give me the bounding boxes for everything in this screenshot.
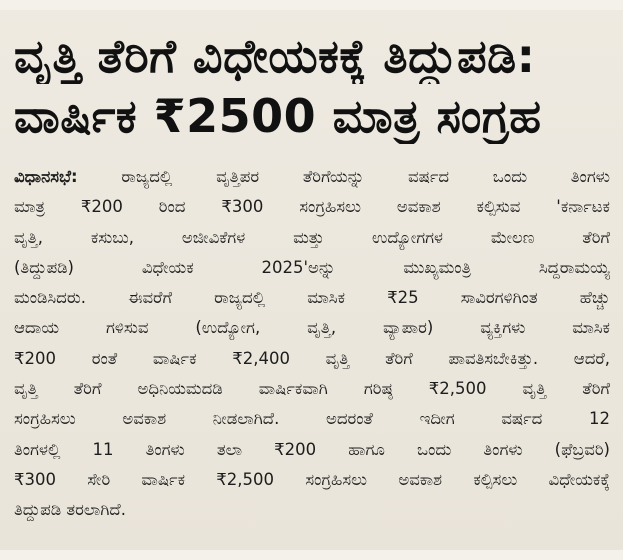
- article-body: [14, 162, 610, 526]
- article-line-11: ₹300 ಸೇರಿ ವಾರ್ಷಿಕ ₹2,500 ಸಂಗ್ರಹಿಸಲು ಅವಕಾಶ ಕಲ್ಪಿಸಲು ವಿಧೇಯಕಕ್ಕೆ: [14, 469, 610, 489]
- article-line-8: ವೃತ್ತಿ ತೆರಿಗೆ ಅಧಿನಿಯಮದಡಿ ವಾರ್ಷಿಕವಾಗಿ ಗರಿಷ್ಠ ₹2,500 ವೃತ್ತಿ ತೆರಿಗೆ: [14, 379, 610, 399]
- article-line-10: ತಿಂಗಳಲ್ಲಿ 11 ತಿಂಗಳು ತಲಾ ₹200 ಹಾಗೂ ಒಂದು ತಿಂಗಳು (ಫೆಬ್ರವರಿ): [14, 439, 610, 459]
- dateline: ವಿಧಾನಸಭೆ:: [14, 167, 78, 186]
- article-line-7: ₹200 ರಂತೆ ವಾರ್ಷಿಕ ₹2,400 ವೃತ್ತಿ ತೆರಿಗೆ ಪಾವತಿಸಬೇಕಿತ್ತು. ಆದರೆ,: [14, 348, 610, 368]
- paper-bottom-edge: [0, 550, 623, 560]
- article-line-4: (ತಿದ್ದುಪಡಿ) ವಿಧೇಯಕ 2025'ಅನ್ನು ಮುಖ್ಯಮಂತ್ರಿ ಸಿದ್ದರಾಮಯ್ಯ: [14, 257, 610, 277]
- article-line-1: [14, 162, 610, 192]
- article-line-5: ಮಂಡಿಸಿದರು. ಈವರೆಗೆ ರಾಜ್ಯದಲ್ಲಿ ಮಾಸಿಕ ₹25 ಸಾವಿರಗಳಿಗಿಂತ ಹೆಚ್ಚು: [14, 288, 610, 308]
- paper-top-edge: [0, 0, 623, 10]
- headline-line-1: ವೃತ್ತಿ ತೆರಿಗೆ ವಿಧೇಯಕಕ್ಕೆ ತಿದ್ದುಪಡಿ:: [14, 29, 536, 83]
- headline-line-2: ವಾರ್ಷಿಕ ₹2500 ಮಾತ್ರ ಸಂಗ್ರಹ: [14, 89, 542, 143]
- article-line-9: ಸಂಗ್ರಹಿಸಲು ಅವಕಾಶ ನೀಡಲಾಗಿದೆ. ಅದರಂತೆ ಇದೀಗ ವರ್ಷದ 12: [14, 409, 610, 429]
- article-line-2: ಮಾತ್ರ ₹200 ರಿಂದ ₹300 ಸಂಗ್ರಹಿಸಲು ಅವಕಾಶ ಕಲ್ಪಿಸುವ 'ಕರ್ನಾಟಕ: [14, 197, 610, 217]
- article-line-3: ವೃತ್ತಿ, ಕಸುಬು, ಅಜೀವಿಕೆಗಳ ಮತ್ತು ಉದ್ಯೋಗಗಳ ಮೇಲಣ ತೆರಿಗೆ: [14, 227, 610, 247]
- article-line-1-text: ರಾಜ್ಯದಲ್ಲಿ ವೃತ್ತಿಪರ ತೆರಿಗೆಯನ್ನು ವರ್ಷದ ಒಂದು ತಿಂಗಳು: [77, 167, 610, 186]
- article-line-12: ತಿದ್ದುಪಡಿ ತರಲಾಗಿದೆ.: [14, 500, 126, 520]
- article-line-6: ಆದಾಯ ಗಳಿಸುವ (ಉದ್ಯೋಗ, ವೃತ್ತಿ, ವ್ಯಾಪಾರ) ವ್ಯಕ್ತಿಗಳು ಮಾಸಿಕ: [14, 318, 610, 338]
